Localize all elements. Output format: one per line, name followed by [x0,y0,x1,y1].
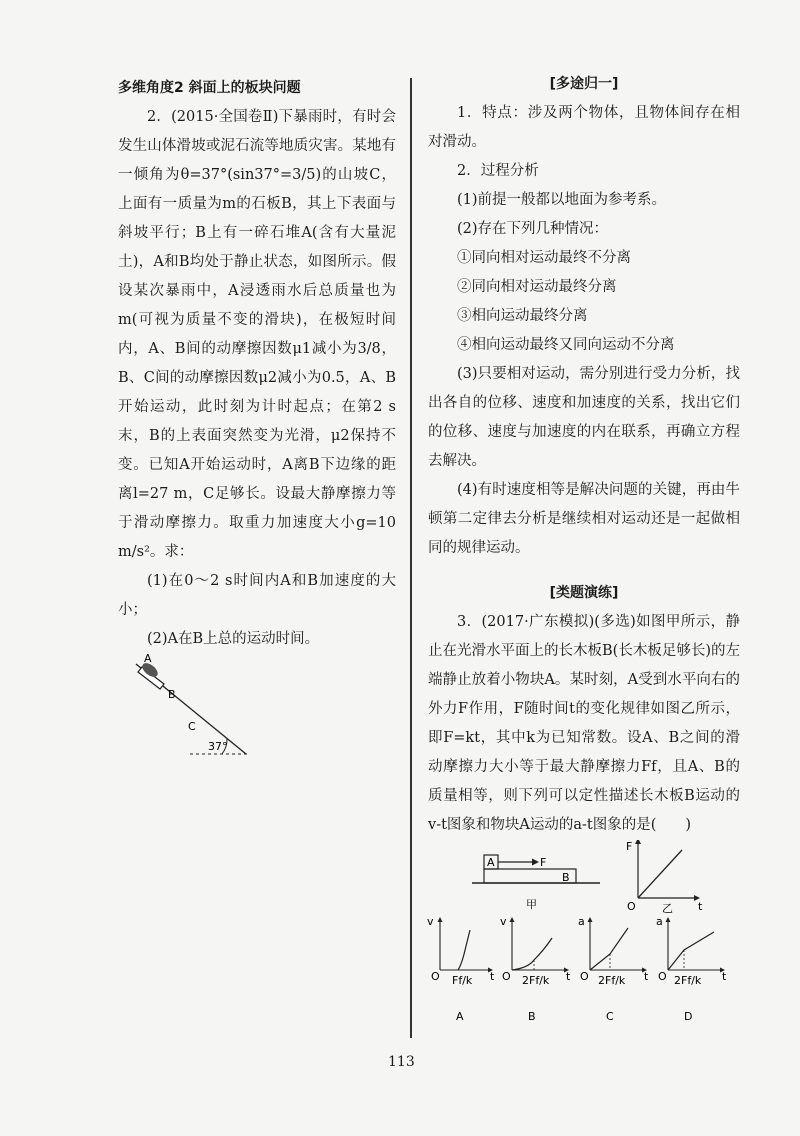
option-c-x: t [644,970,649,983]
option-c-tick: 2Ff/k [598,974,626,987]
option-d-graph [656,915,727,1023]
block-a-label: A [487,856,495,869]
case-4: ④相向运动最终又同向运动不分离 [457,337,675,353]
yi-origin: O [627,900,636,913]
figure-yi [626,840,703,914]
case-3: ③相向运动最终分离 [457,308,588,324]
label-c: C [188,720,196,733]
option-a-x: t [490,970,495,983]
option-a-tick: Ff/k [452,974,473,987]
point-2-2: (2)存在下列几种情况： [457,221,609,237]
option-a-letter: A [456,1010,464,1023]
yi-y-axis: F [626,840,633,853]
figure-jia [472,855,600,911]
question-1: (1)在0～2 s时间内A和B加速度的大小； [118,573,396,618]
right-column [428,70,740,1026]
figures-jia-yi [428,840,740,914]
column-divider [410,78,412,1038]
yi-x-axis: t [698,900,703,913]
option-b-graph [500,915,571,1023]
caption-jia: 甲 [526,898,537,911]
label-b: B [168,688,176,701]
option-d-letter: D [684,1010,693,1023]
option-a-origin: O [431,970,440,983]
block-b-label: B [562,871,570,884]
option-b-origin: O [502,970,511,983]
problem-2-text: 2．(2015·全国卷Ⅱ)下暴雨时，有时会发生山体滑坡或泥石流等地质灾害。某地有一倾角为θ=37°(sin37°=3/5)的山坡C，上面有一质量为m的石板B，其上下表面与斜坡平行；B上有一碎石堆A(含有大量泥土)，A和B均处于静止状态，如图所示。假设某次暴雨中，A浸透雨水后总质量也为m(可视为质量不变的滑块)，在极短时间内，A、B间的动摩擦因数μ1减小为3/8，B、C间的动摩擦因数μ2减小为0.5，A、B开始运动，此时刻为计时起点；在第2 s末，B的上表面突然变为光滑，μ2保持不变。已知A开始运动时，A离B下边缘的距离l=27 m，C足够长。设最大静摩擦力等于滑动摩擦力。取重力加速度大小g=10 m/s²。求： [118,109,396,560]
force-label: F [540,856,547,869]
option-c-graph [578,915,649,1023]
label-a: A [144,654,152,665]
caption-yi: 乙 [662,902,673,914]
problem-3-text: 3．(2017·广东模拟)(多选)如图甲所示，静止在光滑水平面上的长木板B(长木板足够长)的左端静止放着小物块A。某时刻，A受到水平向右的外力F作用，F随时间t的变化规律如图乙所示，即F=kt，其中k为已知常数。设A、B之间的滑动摩擦力大小等于最大静摩擦力Ff，且A、B的质量相等，则下列可以定性描述长木板B运动的v-t图象和物块A运动的a-t图象的是( ) [428,614,740,833]
point-2-1: (1)前提一般都以地面为参考系。 [457,192,667,208]
case-2: ②同向相对运动最终分离 [457,279,617,295]
option-d-x: t [722,970,727,983]
option-c-y: a [578,915,585,928]
question-2: (2)A在B上总的运动时间。 [147,631,320,647]
left-column [118,70,396,764]
option-b-y: v [500,915,507,928]
case-1: ①同向相对运动最终不分离 [457,250,631,266]
option-b-letter: B [528,1010,536,1023]
answer-option-graphs [418,914,730,1026]
point-2-4: (4)有时速度相等是解决问题的关键，再由牛顿第二定律去分析是继续相对运动还是一起做相同的规律运动。 [428,482,740,556]
option-c-letter: C [606,1010,614,1023]
option-a-graph [427,915,495,1023]
option-c-origin: O [580,970,589,983]
option-d-origin: O [658,970,667,983]
angle-label: 37° [208,740,228,753]
point-2: 2．过程分析 [457,163,539,179]
option-a-y: v [427,915,434,928]
page-number: 113 [388,1054,415,1070]
section-title-leiti: [类题演练] [549,585,619,601]
incline-figure [118,654,396,764]
point-1: 1．特点：涉及两个物体，且物体间存在相对滑动。 [428,105,740,150]
option-b-tick: 2Ff/k [522,974,550,987]
point-2-3: (3)只要相对运动，需分别进行受力分析，找出各自的位移、速度和加速度的关系，找出它们的位移、速度与加速度的内在联系，再确立方程去解决。 [428,366,740,469]
option-d-y: a [656,915,663,928]
section-title-duotu: [多途归一] [549,76,619,92]
option-d-tick: 2Ff/k [674,974,702,987]
section-heading: 多维角度2 斜面上的板块问题 [118,80,301,96]
option-b-x: t [566,970,571,983]
